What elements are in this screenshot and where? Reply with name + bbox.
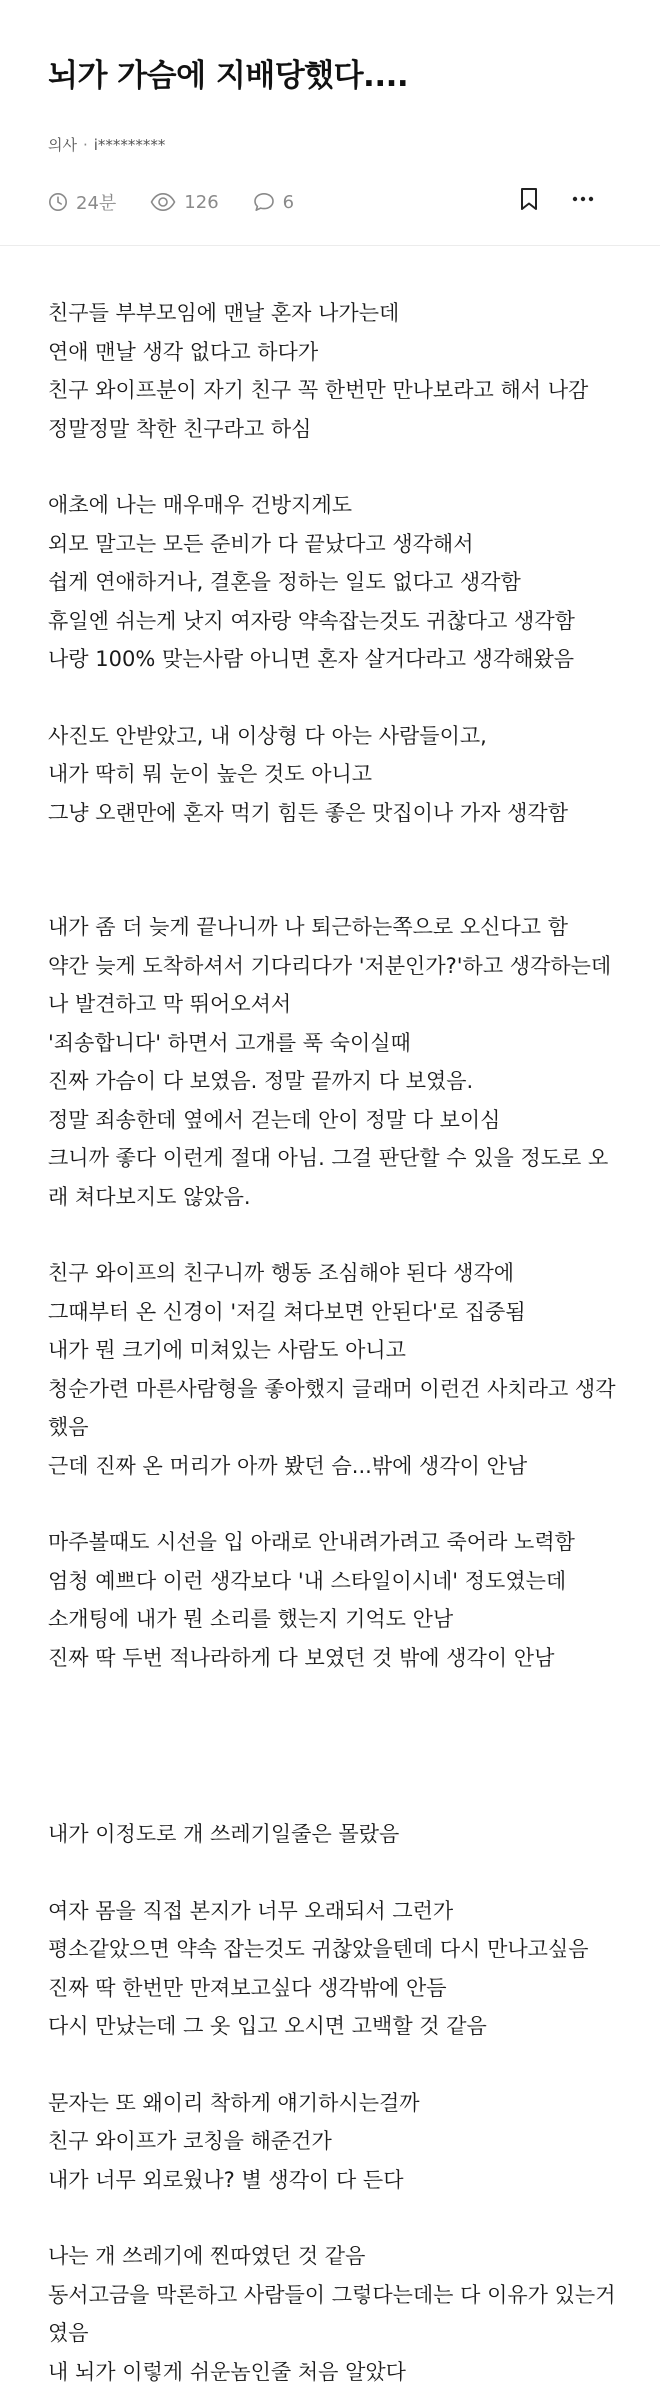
post-title: 뇌가 가슴에 지배당했다.... — [48, 56, 612, 96]
text-line: 나 발견하고 막 뛰어오셔서 — [48, 985, 612, 1024]
text-line: 내가 딱히 뭐 눈이 높은 것도 아니고 — [48, 755, 612, 794]
views-value: 126 — [184, 192, 218, 213]
text-line: '죄송합니다' 하면서 고개를 푹 숙이실때 — [48, 1024, 612, 1063]
text-line: 연애 맨날 생각 없다고 하다가 — [48, 333, 612, 372]
text-line: 크니까 좋다 이런게 절대 아님. 그걸 판단할 수 있을 정도로 오 — [48, 1139, 612, 1178]
paragraph — [48, 2084, 612, 2200]
post-author[interactable]: i********* — [94, 136, 166, 154]
text-line: 친구 와이프가 코칭을 해준건가 — [48, 2122, 612, 2161]
text-line: 근데 진짜 온 머리가 아까 봤던 슴...밖에 생각이 안남 — [48, 1447, 612, 1486]
post-category[interactable]: 의사 — [48, 134, 77, 155]
time-stat — [48, 189, 116, 215]
text-line: 소개팅에 내가 뭔 소리를 했는지 기억도 안남 — [48, 1600, 612, 1639]
more-button[interactable] — [572, 196, 594, 202]
text-line: 엄청 예쁘다 이런 생각보다 '내 스타일이시네' 정도였는데 — [48, 1562, 612, 1601]
comments-value: 6 — [283, 192, 294, 213]
text-line: 외모 말고는 모든 준비가 다 끝났다고 생각해서 — [48, 525, 612, 564]
text-line: 평소같았으면 약속 잡는것도 귀찮았을텐데 다시 만나고싶음 — [48, 1930, 612, 1969]
text-line: 애초에 나는 매우매우 건방지게도 — [48, 486, 612, 525]
paragraph — [48, 2237, 612, 2391]
text-line: 친구들 부부모임에 맨날 혼자 나가는데 — [48, 294, 612, 333]
text-line: 친구 와이프분이 자기 친구 꼭 한번만 만나보라고 해서 나감 — [48, 371, 612, 410]
post-actions — [520, 187, 594, 211]
post-header — [0, 0, 660, 217]
text-line: 마주볼때도 시선을 입 아래로 안내려가려고 죽어라 노력함 — [48, 1523, 612, 1562]
text-line: 정말 죄송한데 옆에서 걷는데 안이 정말 다 보이심 — [48, 1101, 612, 1140]
text-line: 였음 — [48, 2314, 612, 2353]
text-line: 문자는 또 왜이리 착하게 얘기하시는걸까 — [48, 2084, 612, 2123]
paragraph — [48, 1892, 612, 2046]
text-line: 나는 개 쓰레기에 찐따였던 것 같음 — [48, 2237, 612, 2276]
text-line: 그때부터 온 신경이 '저길 쳐다보면 안된다'로 집중됨 — [48, 1293, 612, 1332]
text-line: 내가 뭔 크기에 미쳐있는 사람도 아니고 — [48, 1331, 612, 1370]
text-line: 다시 만났는데 그 옷 입고 오시면 고백할 것 같음 — [48, 2007, 612, 2046]
comment-icon — [253, 192, 275, 212]
paragraph — [48, 1523, 612, 1677]
bookmark-button[interactable] — [520, 187, 538, 211]
paragraph — [48, 486, 612, 679]
eye-icon — [150, 192, 176, 212]
text-line: 그냥 오랜만에 혼자 먹기 힘든 좋은 맛집이나 가자 생각함 — [48, 794, 612, 833]
paragraph — [48, 717, 612, 833]
text-line: 했음 — [48, 1408, 612, 1447]
comments-stat[interactable] — [253, 192, 294, 213]
text-line: 나랑 100% 맞는사람 아니면 혼자 살거다라고 생각해왔음 — [48, 640, 612, 679]
views-stat — [150, 192, 218, 213]
text-line: 약간 늦게 도착하셔서 기다리다가 '저분인가?'하고 생각하는데 — [48, 947, 612, 986]
text-line: 휴일엔 쉬는게 낫지 여자랑 약속잡는것도 귀찮다고 생각함 — [48, 602, 612, 641]
text-line: 내가 이정도로 개 쓰레기일줄은 몰랐음 — [48, 1815, 612, 1854]
paragraph — [48, 1254, 612, 1485]
text-line: 쉽게 연애하거나, 결혼을 정하는 일도 없다고 생각함 — [48, 563, 612, 602]
paragraph — [48, 908, 612, 1216]
text-line: 래 쳐다보지도 않았음. — [48, 1178, 612, 1217]
text-line: 청순가련 마른사람형을 좋아했지 글래머 이런건 사치라고 생각 — [48, 1370, 612, 1409]
text-line: 친구 와이프의 친구니까 행동 조심해야 된다 생각에 — [48, 1254, 612, 1293]
text-line: 내가 좀 더 늦게 끝나니까 나 퇴근하는쪽으로 오신다고 함 — [48, 908, 612, 947]
paragraph — [48, 294, 612, 448]
post-stats — [48, 187, 612, 217]
meta-separator: · — [83, 136, 88, 154]
text-line: 여자 몸을 직접 본지가 너무 오래되서 그런가 — [48, 1892, 612, 1931]
text-line: 진짜 딱 두번 적나라하게 다 보였던 것 밖에 생각이 안남 — [48, 1639, 612, 1678]
time-value: 24분 — [76, 189, 116, 215]
paragraph — [48, 1815, 612, 1854]
post-meta — [48, 134, 612, 155]
bookmark-icon — [520, 187, 538, 211]
text-line: 사진도 안받았고, 내 이상형 다 아는 사람들이고, — [48, 717, 612, 756]
text-line: 진짜 딱 한번만 만져보고싶다 생각밖에 안듬 — [48, 1969, 612, 2008]
more-icon — [572, 196, 594, 202]
post-body — [0, 246, 660, 2391]
text-line: 내가 너무 외로웠나? 별 생각이 다 든다 — [48, 2161, 612, 2200]
text-line: 내 뇌가 이렇게 쉬운놈인줄 처음 알았다 — [48, 2353, 612, 2391]
text-line: 진짜 가슴이 다 보였음. 정말 끝까지 다 보였음. — [48, 1062, 612, 1101]
clock-icon — [48, 192, 68, 212]
text-line: 동서고금을 막론하고 사람들이 그렇다는데는 다 이유가 있는거 — [48, 2276, 612, 2315]
text-line: 정말정말 착한 친구라고 하심 — [48, 410, 612, 449]
